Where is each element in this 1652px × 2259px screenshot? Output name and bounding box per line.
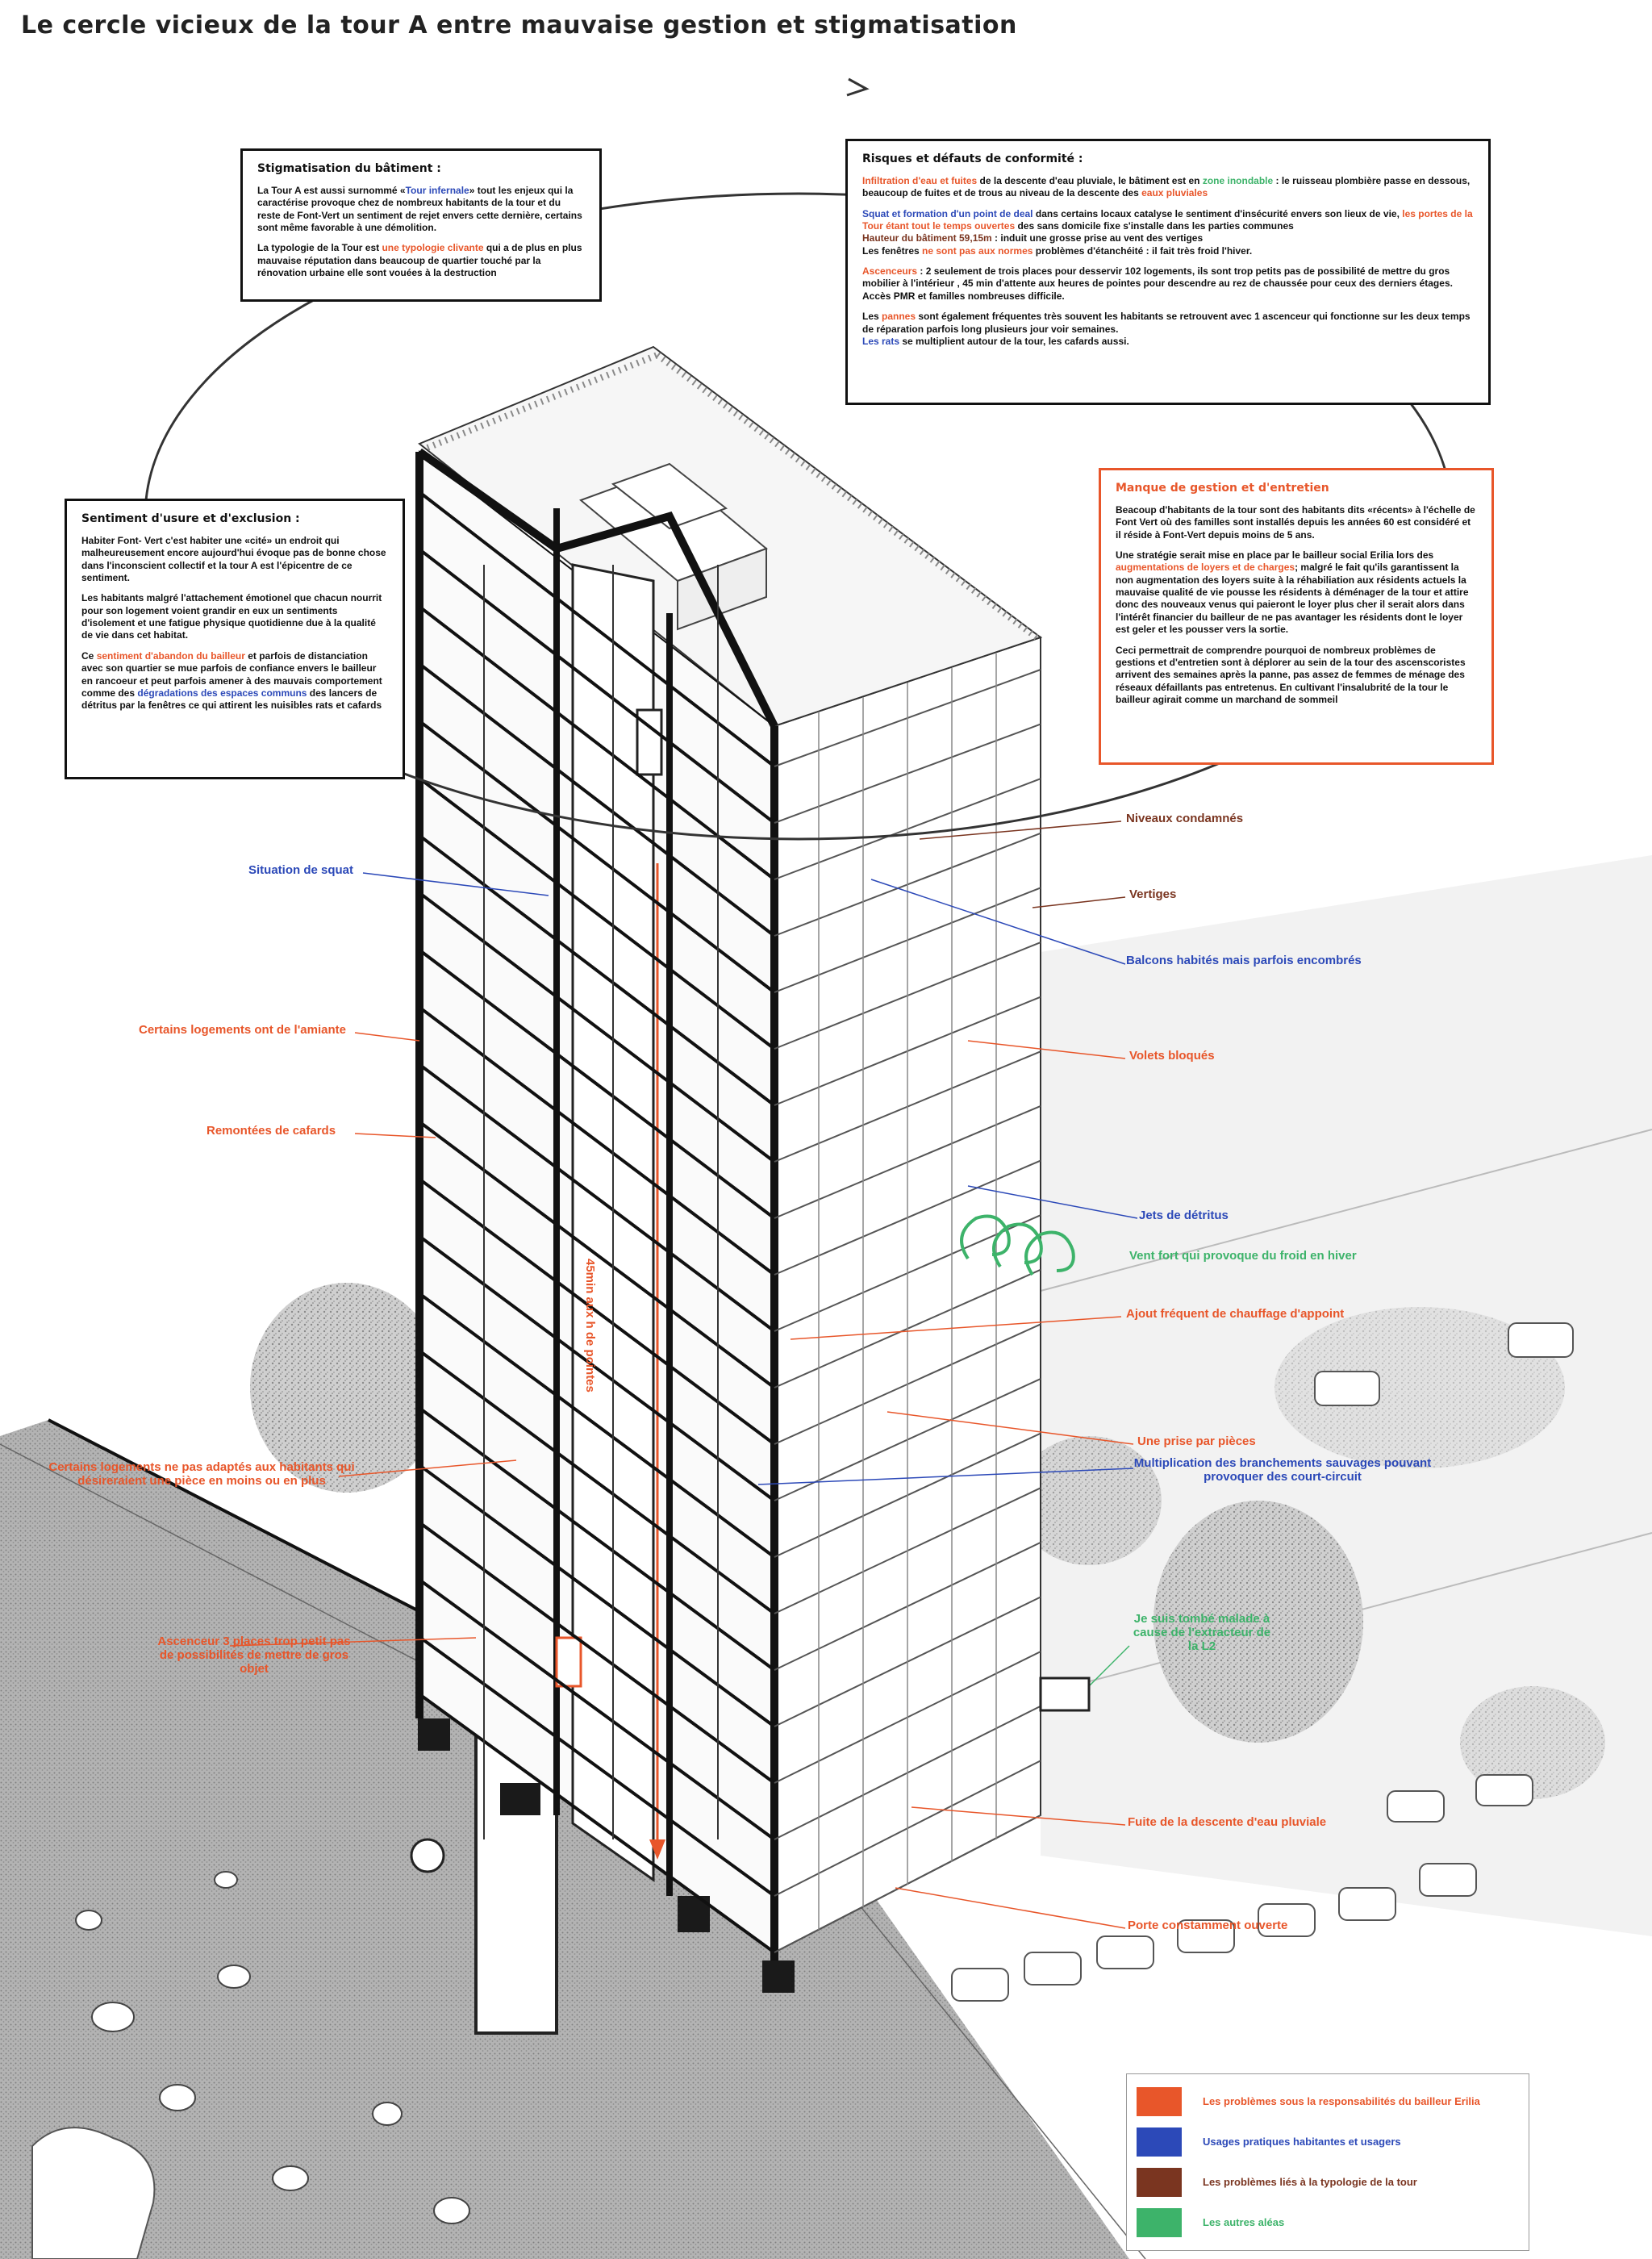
extractor-icon	[1041, 1678, 1089, 1710]
label-niveaux-condamnes: Niveaux condamnés	[1126, 812, 1244, 825]
box-paragraph	[862, 311, 1474, 348]
label-balcons: Balcons habités mais parfois encombrés	[1126, 954, 1362, 967]
text: : le ruisseau plombière passe en dessous, beaucoup de fuites et de trous au niveau de la descente des	[862, 174, 1471, 199]
highlight: zone inondable	[1202, 174, 1274, 186]
box-paragraph	[1116, 549, 1477, 637]
highlight: eaux pluviales	[1141, 187, 1208, 199]
highlight: Squat et formation d'un point de deal	[862, 207, 1033, 219]
label-ascenceur-petit: Ascenceur 3 places trop petit pas de possibilités de mettre de gros objet	[157, 1635, 351, 1676]
box-gestion	[1099, 468, 1494, 765]
highlight: sentiment d'abandon du bailleur	[96, 649, 245, 662]
box-heading: Risques et défauts de conformité :	[862, 152, 1083, 165]
legend	[1126, 2073, 1529, 2251]
text: Les	[862, 311, 882, 323]
label-prise: Une prise par pièces	[1137, 1434, 1256, 1448]
box-heading: Manque de gestion et d'entretien	[1116, 482, 1329, 495]
legend-text: Usages pratiques habitantes et usagers	[1203, 2136, 1401, 2148]
label-chauffage: Ajout fréquent de chauffage d'appoint	[1126, 1307, 1345, 1321]
text: Ce	[81, 649, 97, 662]
text: dans certains locaux catalyse le sentiment d'insécurité envers son lieux de vie,	[1032, 207, 1403, 219]
box-paragraph	[257, 185, 585, 234]
highlight: Ascenceurs	[862, 265, 918, 278]
legend-text: Les problèmes sous la responsabilités du bailleur Erilia	[1203, 2095, 1480, 2107]
text: des sans domicile fixe s'installe dans les parties communes	[1015, 219, 1294, 232]
box-risques	[845, 139, 1491, 405]
box-paragraph: Beacoup d'habitants de la tour sont des habitants dits «récents» à l'échelle de Font Vert où des familles sont installés depuis les années 60 est considéré et il réside à Font-Vert depuis moins de 5 ans.	[1116, 503, 1475, 541]
box-paragraph	[862, 208, 1474, 257]
text: : 2 seulement de trois places pour desservir 102 logements, ils sont trop petits pas de possibilité de mettre du gros mobilier à l'intérieur , 45 min d'attente aux heures de pointes pour descendre au rez de chaussée pour ceux des derniers étages. Accès PMR et familles nombreuses difficile.	[862, 265, 1453, 302]
highlight: les portes de la Tour étant tout le temps ouvertes	[862, 207, 1473, 232]
tower	[418, 347, 1041, 1993]
label-branchements: Multiplication des branchements sauvages pouvant provoquer des court-circuit	[1133, 1456, 1432, 1484]
text: sont également fréquentes très souvent les habitants se retrouvent avec 1 ascenceur qui fonctionne sur les deux temps de réparation parfois long plusieurs jour voir semaines.	[862, 311, 1471, 335]
label-vertiges: Vertiges	[1129, 887, 1177, 901]
label-squat: Situation de squat	[248, 863, 354, 877]
label-fuite: Fuite de la descente d'eau pluviale	[1128, 1815, 1327, 1829]
label-porte: Porte constamment ouverte	[1128, 1919, 1288, 1932]
label-attente-ascenseur: 45min aux h de pointes	[583, 1259, 597, 1393]
box-paragraph	[862, 265, 1474, 303]
text: : induit une grosse prise au vent des vertiges	[991, 232, 1204, 244]
highlight: Hauteur du bâtiment 59,15m	[862, 232, 992, 244]
box-paragraph	[81, 650, 388, 712]
text: qui a de plus en plus mauvaise réputation dans beaucoup de quartier touché par la rénovation urbaine elle sont vouées à la destruction	[257, 242, 582, 279]
highlight: Les rats	[862, 335, 900, 347]
box-usure	[65, 499, 405, 779]
text: Les fenêtres	[862, 244, 923, 257]
box-paragraph	[862, 175, 1474, 200]
highlight: Tour infernale	[405, 184, 469, 196]
legend-swatch	[1137, 2168, 1182, 2197]
legend-swatch	[1137, 2127, 1182, 2157]
label-tombe-malade: Je suis tombé malade à cause de l'extracteur de la L2	[1133, 1612, 1271, 1653]
box-paragraph: Habiter Font- Vert c'est habiter une «cité» un endroit qui malheureusement encore aujourd'hui évoque pas de bonne chose dans l'inconscient collectif et la tour A est l'épicentre de ce sentiment.	[81, 534, 386, 583]
box-paragraph: Ceci permettrait de comprendre pourquoi de nombreux problèmes de gestions et d'entretien sont à déplorer au sein de la tour des ascenscoristes arrivent des semaines après la panne, pas assez de femmes de ménage des réseaux défaillants pas entretenus. En cultivant l'insalubrité de la tour le bailleur agirait comme un marchand de sommeil	[1116, 644, 1466, 705]
label-vent: Vent fort qui provoque du froid en hiver	[1129, 1249, 1357, 1263]
legend-text: Les problèmes liés à la typologie de la tour	[1203, 2176, 1417, 2188]
text: ; malgré le fait qu'ils garantissent la non augmentation des loyers suite à la réhabiliation aux résidents actuels la mauvaise qualité de vie pousse les résidents à déménager de la tour et attire donc des nouveaux venus qui paieront le loyer plus cher il serait alors dans l'intérêt financier du bailleur de ne pas avantager les résidents dont le loyer est geler et les pousser vers la sortie.	[1116, 562, 1469, 636]
highlight: Infiltration d'eau et fuites	[862, 174, 978, 186]
text: se multiplient autour de la tour, les cafards aussi.	[899, 335, 1129, 347]
label-amiante: Certains logements ont de l'amiante	[139, 1023, 346, 1037]
highlight: une typologie clivante	[382, 242, 484, 254]
legend-swatch	[1137, 2087, 1182, 2116]
text: de la descente d'eau pluviale, le bâtiment est en	[977, 174, 1203, 186]
legend-swatch	[1137, 2208, 1182, 2237]
highlight: augmentations de loyers et de charges	[1116, 562, 1295, 574]
text: La typologie de la Tour est	[257, 242, 382, 254]
highlight: ne sont pas aux normes	[922, 244, 1033, 257]
box-paragraph: Les habitants malgré l'attachement émotionel que chacun nourrit pour son logement voient grandir en eux un sentiments d'isolement et une fatigue physique quotidienne due à la qualité de vie dans cet habitat.	[81, 592, 382, 641]
box-paragraph	[257, 242, 585, 279]
text: La Tour A est aussi surnommé «	[257, 184, 406, 196]
text: » tout les enjeux qui la caractérise provoque chez de nombreux habitants de la tour et du reste de Font-Vert un sentiment de rejet envers cette dernière, certains sont même favorable à une démolition.	[257, 184, 582, 233]
legend-text: Les autres aléas	[1203, 2216, 1285, 2228]
box-heading: Stigmatisation du bâtiment :	[257, 162, 441, 175]
label-logements-non-adaptes: Certains logements ne pas adaptés aux habitants qui désireraient une pièce en moins ou en plus	[48, 1460, 355, 1488]
box-stigmatisation	[240, 148, 602, 302]
highlight: dégradations des espaces communs	[137, 687, 307, 699]
text: et parfois de distanciation avec son quartier se mue parfois de confiance envers le bailleur en rancoeur et peut parfois amener à des mauvais comportement comme des	[81, 649, 382, 699]
page-title: Le cercle vicieux de la tour A entre mauvaise gestion et stigmatisation	[21, 11, 1017, 40]
text: problèmes d'étanchéité : il fait très froid l'hiver.	[1032, 244, 1253, 257]
text: des lancers de détritus par la fenêtres ce qui attirent les nuisibles rats et cafards	[81, 687, 382, 712]
label-jets: Jets de détritus	[1139, 1209, 1229, 1222]
highlight: pannes	[882, 311, 916, 323]
box-heading: Sentiment d'usure et d'exclusion :	[81, 512, 300, 525]
label-cafards: Remontées de cafards	[206, 1124, 336, 1138]
text: Une stratégie serait mise en place par le bailleur social Erilia lors des	[1116, 549, 1434, 561]
label-volets: Volets bloqués	[1129, 1049, 1215, 1063]
